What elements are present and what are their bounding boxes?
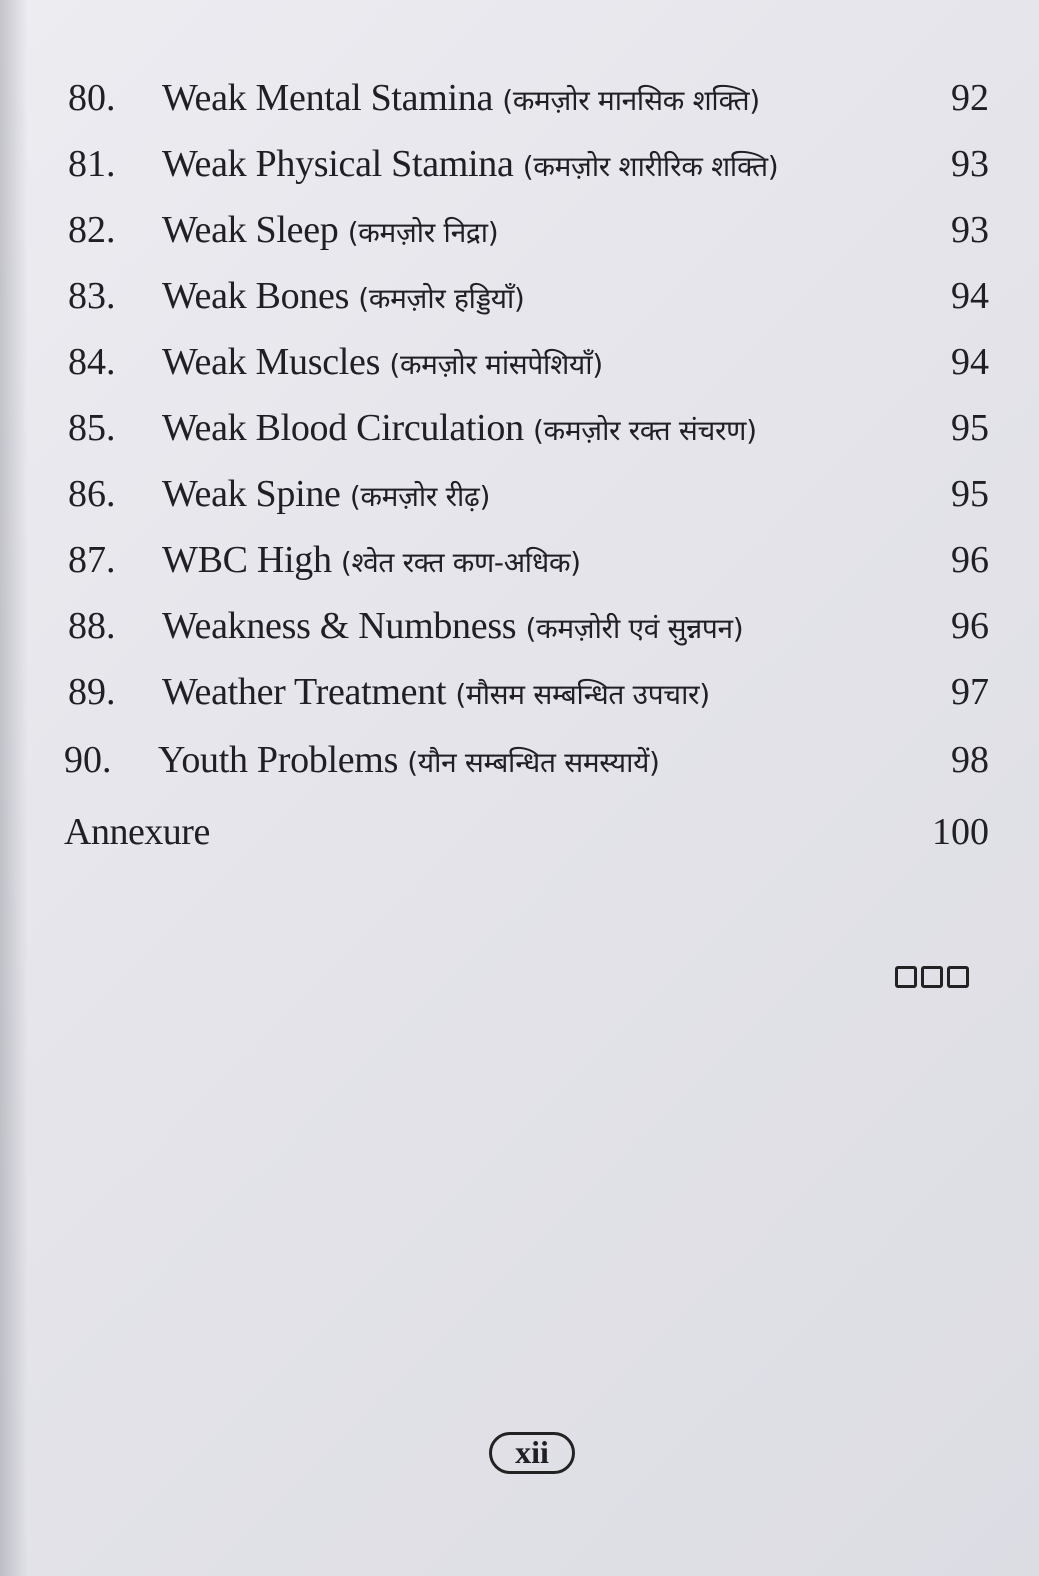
toc-entry — [0, 398, 1039, 458]
entry-title-english: WBC High — [162, 539, 332, 581]
entry-title-hindi: (कमज़ोर मानसिक शक्ति) — [502, 84, 760, 117]
entry-page: 95 — [951, 473, 989, 515]
entry-page: 96 — [951, 539, 989, 581]
entry-title-english: Weak Muscles — [162, 341, 381, 383]
entry-title — [162, 464, 490, 527]
entry-number: 89. — [68, 671, 116, 713]
square-icon — [947, 966, 969, 988]
entry-title — [162, 200, 498, 263]
entry-title-hindi: (कमज़ोर शारीरिक शक्ति) — [522, 150, 779, 183]
entry-title-hindi: (कमज़ोर मांसपेशियाँ) — [389, 348, 603, 381]
entry-title-english: Weak Blood Circulation — [162, 407, 524, 449]
toc-entry — [0, 596, 1039, 656]
entry-title-english: Weak Sleep — [162, 209, 339, 251]
entry-page: 93 — [951, 143, 989, 185]
toc-entry — [0, 68, 1039, 128]
entry-title-hindi: (कमज़ोर रीढ़) — [349, 480, 491, 513]
entry-title — [158, 730, 660, 793]
entry-title-hindi: (कमज़ोर रक्त संचरण) — [533, 414, 757, 447]
toc-entry — [0, 200, 1039, 260]
entry-title-hindi: (कमज़ोर हड्डियाँ) — [358, 282, 525, 315]
toc-entry — [0, 332, 1039, 392]
entry-page: 94 — [951, 341, 989, 383]
entry-title-english: Weakness & Numbness — [162, 605, 517, 647]
entry-title — [162, 398, 757, 461]
entry-title — [162, 596, 743, 659]
entry-number: 84. — [68, 341, 116, 383]
entry-title-hindi: (श्वेत रक्त कण-अधिक) — [340, 546, 581, 579]
entry-title — [162, 662, 710, 725]
toc-entry — [0, 730, 1039, 790]
entry-number: 80. — [68, 77, 116, 119]
entry-title-english: Youth Problems — [158, 739, 399, 781]
entry-number: 83. — [68, 275, 116, 317]
entry-title-english: Weak Physical Stamina — [162, 143, 514, 185]
entry-number: 85. — [68, 407, 116, 449]
toc-entry — [0, 266, 1039, 326]
entry-title-hindi: (कमज़ोर निद्रा) — [347, 216, 499, 249]
toc-entry — [0, 662, 1039, 722]
annexure-page: 100 — [932, 811, 989, 853]
entry-title-english: Weak Spine — [162, 473, 341, 515]
entry-page: 96 — [951, 605, 989, 647]
toc-entry — [0, 464, 1039, 524]
entry-number: 87. — [68, 539, 116, 581]
square-icon — [895, 966, 917, 988]
entry-title-english: Weather Treatment — [162, 671, 447, 713]
entry-title-hindi: (यौन सम्बन्धित समस्यायें) — [407, 746, 660, 779]
toc-entry — [0, 530, 1039, 590]
square-icon — [921, 966, 943, 988]
entry-page: 95 — [951, 407, 989, 449]
entry-page: 97 — [951, 671, 989, 713]
entry-title-english: Weak Mental Stamina — [162, 77, 494, 119]
toc-entry — [0, 134, 1039, 194]
page-number: xii — [489, 1432, 575, 1474]
entry-number: 82. — [68, 209, 116, 251]
entry-page: 93 — [951, 209, 989, 251]
entry-page: 92 — [951, 77, 989, 119]
entry-title — [162, 530, 581, 593]
entry-title — [162, 266, 525, 329]
entry-number: 90. — [64, 739, 112, 781]
entry-title — [162, 68, 760, 131]
toc-entry-annexure — [0, 802, 1039, 862]
entry-number: 88. — [68, 605, 116, 647]
annexure-label: Annexure — [64, 811, 210, 853]
entry-number: 81. — [68, 143, 116, 185]
entry-number: 86. — [68, 473, 116, 515]
end-of-section-mark — [895, 966, 969, 988]
entry-title-hindi: (मौसम सम्बन्धित उपचार) — [455, 678, 710, 711]
entry-page: 94 — [951, 275, 989, 317]
entry-title — [162, 332, 603, 395]
entry-title — [162, 134, 778, 197]
entry-page: 98 — [951, 739, 989, 781]
entry-title-hindi: (कमज़ोरी एवं सुन्नपन) — [525, 612, 744, 645]
entry-title-english: Weak Bones — [162, 275, 350, 317]
